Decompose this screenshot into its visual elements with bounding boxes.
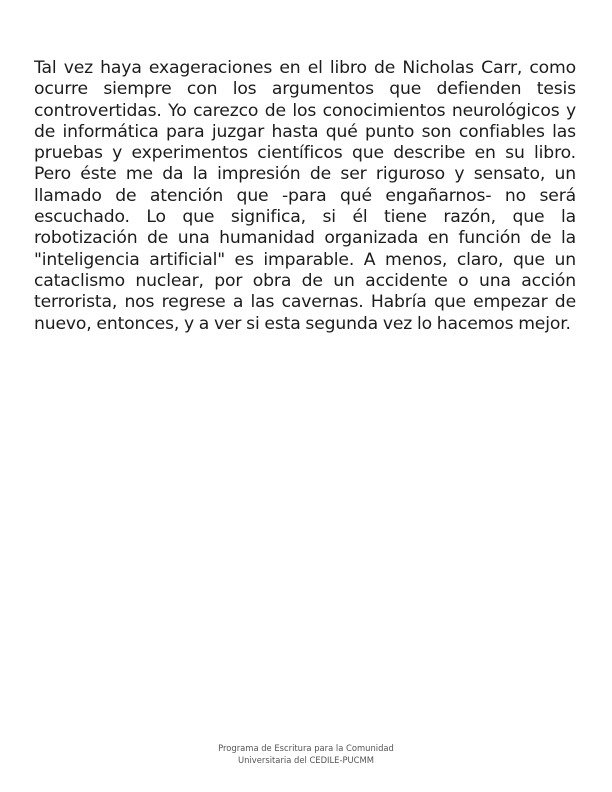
footer-line-program: Programa de Escritura para la Comunidad (218, 743, 394, 753)
body-paragraph: Tal vez haya exageraciones en el libro de Nicholas Carr, como ocurre siempre con los argumentos que defienden tesis controvertidas. Yo carezco de los conocimientos neurológicos y de informática para juzgar hasta qué punto son confiables las pruebas y experimentos científicos que describe en su libro. Pero éste me da la impresión de ser riguroso y sensato, un llamado de atención que -para qué engañarnos- no será escuchado. Lo que significa, si él tiene razón, que la robotización de una humanidad organizada en función de la "inteligencia artificial" es imparable. A menos, claro, que un cataclismo nuclear, por obra de un accidente o una acción terrorista, nos regrese a las cavernas. Habría que empezar de nuevo, entonces, y a ver si esta segunda vez lo hacemos mejor. (34, 58, 576, 334)
footer-line-institution: Universitaria del CEDILE-PUCMM (238, 755, 374, 765)
page-footer (0, 742, 612, 766)
